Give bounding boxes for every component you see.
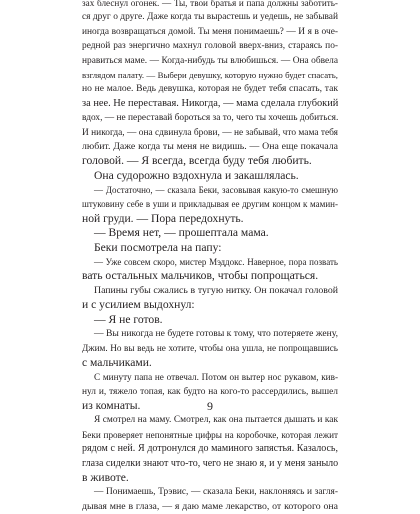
text-line: — Вы никогда не будете готовы к тому, что потеряете жену,: [94, 327, 338, 339]
text-line: но не малое. Ведь девушка, которая не будет тебя спасать, так: [82, 83, 338, 95]
text-line: глаза сиделки знают что-то, чего не знаю я, и у меня заныло: [82, 457, 338, 469]
text-line: зах блеснул огонек. — Ты, твои братья и папа должны заботить-: [82, 0, 338, 8]
text-line: — Я не готов.: [94, 312, 163, 326]
text-line: вать остальных мальчиков, чтобы попрощаться.: [82, 269, 319, 283]
text-line: Беки посмотрела на папу:: [94, 240, 222, 254]
text-line: головой. — Я всегда, всегда буду тебя любить.: [82, 154, 312, 168]
text-line: Она судорожно вздохнула и закашлялась.: [94, 168, 299, 182]
text-line: с мальчиками.: [82, 355, 152, 369]
text-line: ной груди. — Пора передохнуть.: [82, 211, 244, 225]
text-line: — Время нет, — прошептала мама.: [94, 226, 269, 240]
text-line: любит. Даже когда ты меня не видишь. — Она еще покачала: [82, 140, 338, 152]
text-line: в животе.: [82, 470, 129, 484]
text-line: штуковину себе в уши и прикладывая ее другим концом к мамин-: [82, 199, 338, 210]
body-text: [82, 0, 338, 514]
text-line: рядом с ней. Я дотронулся до маминого запястья. Казалось,: [82, 443, 338, 455]
text-line: взглядом палату. — Выбери девушку, которую нужно будет спасать,: [82, 69, 338, 80]
text-line: за нее. Не переставая. Никогда, — мама сделала глубокий: [82, 97, 338, 109]
text-line: — Уже совсем скоро, мистер Мэддокс. Наверное, пора позвать: [94, 257, 338, 268]
text-line: из комнаты.: [82, 398, 141, 412]
text-line: Папины губы сжались в тугую нитку. Он покачал головой: [94, 284, 338, 296]
text-line: редной раз энергично махнул головой вверх-вниз, стараясь по-: [82, 41, 338, 52]
text-line: Джим. Но вы ведь не хотите, чтобы она ушла, не попрощавшись: [82, 343, 338, 354]
text-line: и с усилием выдохнул:: [82, 298, 195, 312]
text-line: ся друг о друге. Даже когда ты вырастешь и уедешь, не забывай: [82, 12, 338, 23]
text-line: — Достаточно, — сказала Беки, засовывая какую-то смешную: [94, 185, 338, 196]
text-line: вдох, — не переставай бороться за то, чего ты хочешь добиться.: [82, 113, 338, 124]
text-line: иногда возвращаться домой. Ты меня понимаешь? — И я в оче-: [82, 26, 338, 37]
text-line: нул и, тяжело топая, как будто на кого-то рассердились, вышел: [82, 386, 338, 397]
page-number: 9: [207, 399, 213, 413]
text-line: И никогда, — она сдвинула брови, — не забывай, что мама тебя: [82, 127, 338, 138]
text-line: дывая мне в глаза, — я даю маме лекарство, от которого она: [82, 500, 338, 512]
text-line: С минуту папа не отвечал. Потом он вытер нос рукавом, кив-: [94, 372, 338, 383]
text-line: Я смотрел на маму. Смотрел, как она пытается дышать и как: [94, 415, 338, 426]
text-line: — Понимаешь, Трэвис, — сказала Беки, наклоняясь и загля-: [94, 487, 338, 498]
text-line: нравиться маме. — Когда-нибудь ты влюбишься. — Она обвела: [82, 55, 338, 66]
text-line: Беки проверяет непонятные цифры на коробочке, которая лежит: [82, 429, 338, 440]
